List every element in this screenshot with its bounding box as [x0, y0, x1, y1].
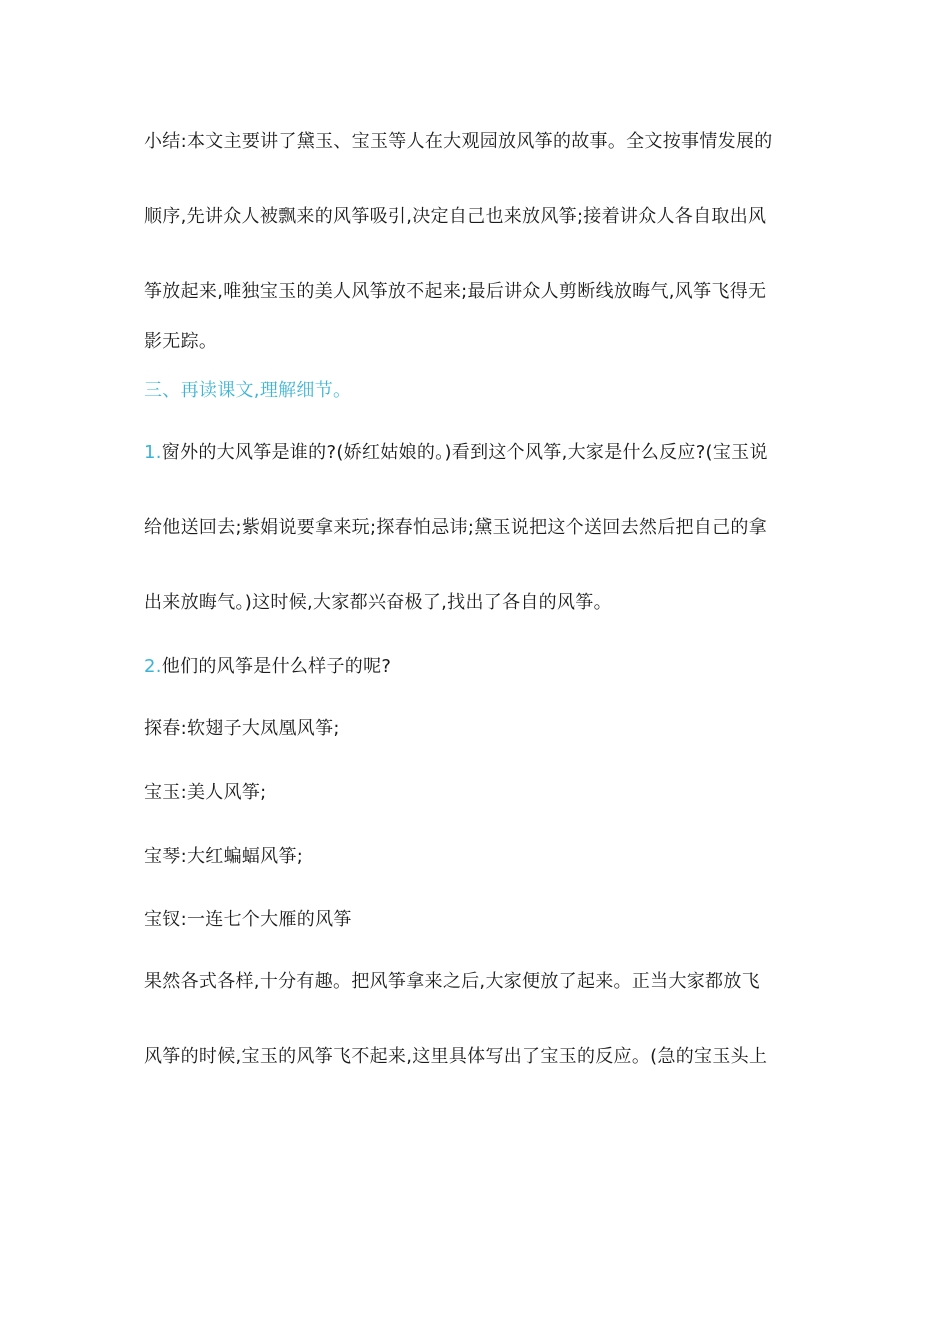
question-2-number: 2. [144, 656, 162, 677]
question-1-line-2: 给他送回去;紫娟说要拿来玩;探春怕忌讳;黛玉说把这个送回去然后把自己的拿 [144, 517, 767, 538]
paragraph-line-1: 果然各式各样,十分有趣。把风筝拿来之后,大家便放了起来。正当大家都放飞 [144, 971, 760, 992]
summary-line-4: 影无踪。 [144, 331, 218, 352]
summary-line-2: 顺序,先讲众人被飘来的风筝吸引,决定自己也来放风筝;接着讲众人各自取出风 [144, 206, 767, 227]
paragraph-line-2: 风筝的时候,宝玉的风筝飞不起来,这里具体写出了宝玉的反应。(急的宝玉头上 [144, 1046, 768, 1067]
summary-line-1: 小结:本文主要讲了黛玉、宝玉等人在大观园放风筝的故事。全文按事情发展的 [144, 131, 773, 152]
kite-item-baochai: 宝钗:一连七个大雁的风筝 [144, 909, 352, 930]
question-1-number: 1. [144, 442, 162, 463]
question-1-text-1: 窗外的大风筝是谁的?(娇红姑娘的。)看到这个风筝,大家是什么反应?(宝玉说 [161, 442, 768, 463]
kite-item-baoyu: 宝玉:美人风筝; [144, 782, 267, 803]
question-1-line-1 [144, 441, 768, 465]
question-1-line-3: 出来放晦气。)这时候,大家都兴奋极了,找出了各自的风筝。 [144, 592, 612, 613]
kite-item-baoqin: 宝琴:大红蝙蝠风筝; [144, 846, 304, 867]
section-heading: 三、再读课文,理解细节。 [144, 380, 352, 401]
question-2-text: 他们的风筝是什么样子的呢? [161, 656, 392, 677]
kite-item-tanchun: 探春:软翅子大凤凰风筝; [144, 718, 340, 739]
summary-line-3: 筝放起来,唯独宝玉的美人风筝放不起来;最后讲众人剪断线放晦气,风筝飞得无 [144, 281, 767, 302]
question-2-line [144, 655, 391, 679]
